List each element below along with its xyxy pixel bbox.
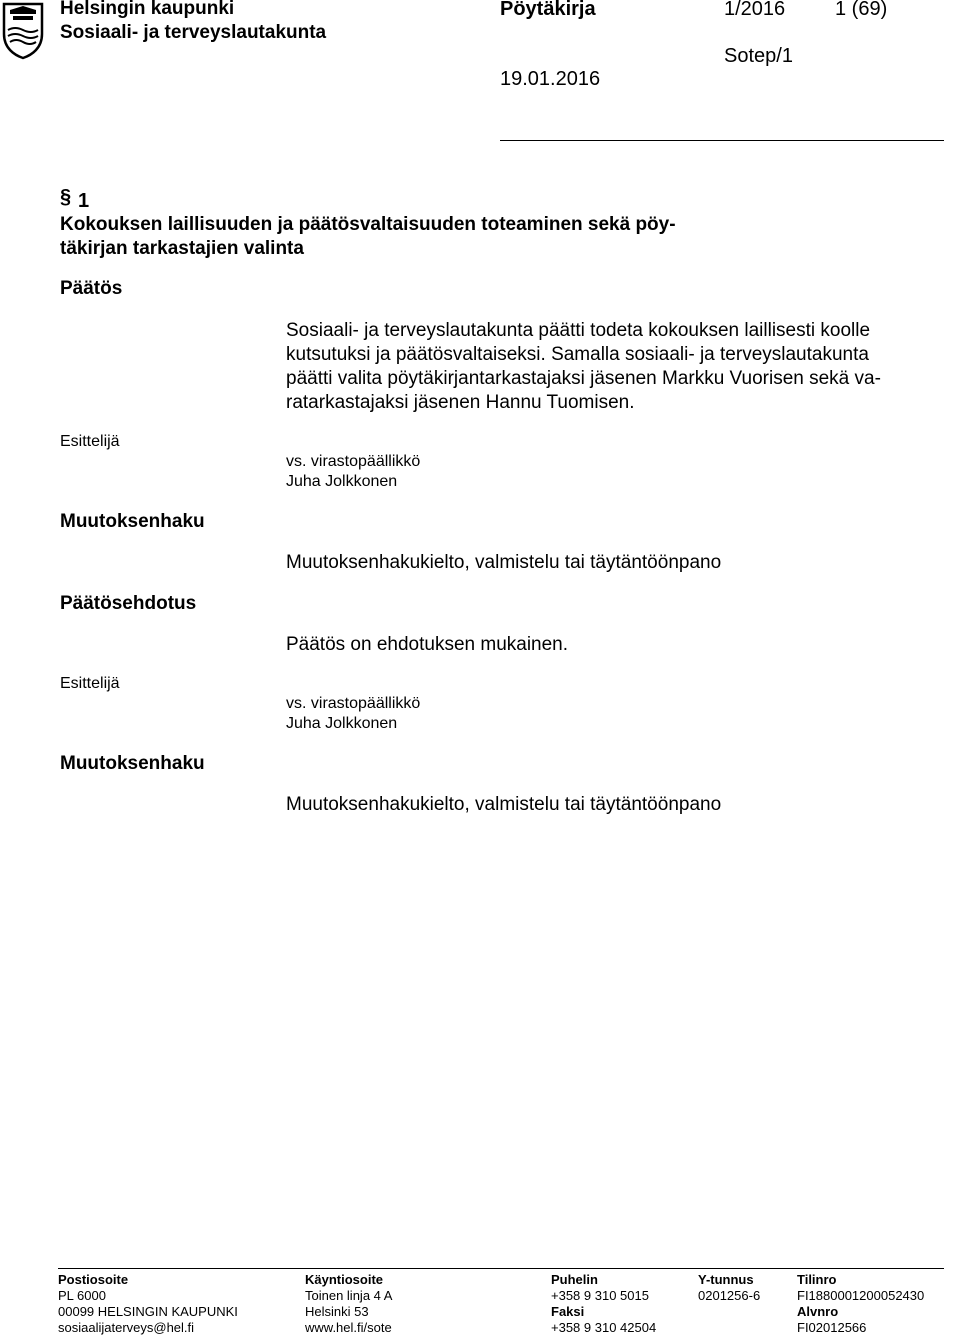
footer-business-id: 0201256-6 — [698, 1288, 761, 1303]
footer-postal-line-1: PL 6000 — [58, 1288, 106, 1303]
section-symbol: § — [60, 186, 72, 208]
proposal-appeal-text: Muutoksenhakukielto, valmistelu tai täytäntöönpano — [286, 794, 722, 815]
decision-heading: Päätös — [60, 278, 123, 299]
decision-text-line-4: ratarkastajaksi jäsenen Hannu Tuomisen. — [286, 392, 635, 413]
section-title-line-1: Kokouksen laillisuuden ja päätösvaltaisuuden toteaminen sekä pöy- — [60, 214, 676, 235]
decision-appeal-label: Muutoksenhaku — [60, 511, 205, 532]
footer-phone: +358 9 310 5015 — [551, 1288, 649, 1303]
board-name: Sosiaali- ja terveyslautakunta — [60, 22, 327, 43]
section-number: 1 — [78, 190, 90, 212]
footer-fax: +358 9 310 42504 — [551, 1320, 657, 1335]
city-crest-logo — [0, 0, 46, 60]
proposal-appeal-label: Muutoksenhaku — [60, 753, 205, 774]
decision-text-line-1: Sosiaali- ja terveyslautakunta päätti todeta kokouksen laillisesti koolle — [286, 320, 871, 341]
decision-presenter-title: vs. virastopäällikkö — [286, 453, 421, 470]
decision-text-line-2: kutsutuksi ja päätösvaltaiseksi. Samalla sosiaali- ja terveyslautakunta — [286, 344, 869, 365]
document-type: Pöytäkirja — [500, 0, 596, 20]
footer-postal-label: Postiosoite — [58, 1272, 129, 1287]
footer-email: sosiaalijaterveys@hel.fi — [58, 1320, 195, 1335]
reference-code: Sotep/1 — [724, 45, 793, 67]
proposal-heading: Päätösehdotus — [60, 593, 197, 614]
footer-vat-label: Alvnro — [797, 1304, 839, 1319]
footer-website: www.hel.fi/sote — [305, 1320, 392, 1335]
footer-visit-line-1: Toinen linja 4 A — [305, 1288, 393, 1303]
decision-presenter-label: Esittelijä — [60, 433, 120, 450]
meeting-number: 1/2016 — [724, 0, 786, 20]
page-number: 1 (69) — [835, 0, 888, 20]
proposal-presenter-label: Esittelijä — [60, 675, 120, 692]
section-title-line-2: täkirjan tarkastajien valinta — [60, 238, 304, 259]
footer-fax-label: Faksi — [551, 1304, 585, 1319]
decision-appeal-text: Muutoksenhakukielto, valmistelu tai täytäntöönpano — [286, 552, 722, 573]
footer-visit-label: Käyntiosoite — [305, 1272, 384, 1287]
footer-visit-line-2: Helsinki 53 — [305, 1304, 369, 1319]
decision-text-line-3: päätti valita pöytäkirjantarkastajaksi jäsenen Markku Vuorisen sekä va- — [286, 368, 881, 389]
header-rule — [500, 140, 944, 141]
footer-postal-line-2: 00099 HELSINGIN KAUPUNKI — [58, 1304, 238, 1319]
footer-phone-label: Puhelin — [551, 1272, 598, 1287]
footer-vat-number: FI02012566 — [797, 1320, 867, 1335]
footer-account-number: FI1880001200052430 — [797, 1288, 925, 1303]
footer-business-id-label: Y-tunnus — [698, 1272, 754, 1287]
footer-account-label: Tilinro — [797, 1272, 837, 1287]
decision-presenter-name: Juha Jolkkonen — [286, 473, 398, 490]
footer-rule — [58, 1268, 944, 1269]
proposal-presenter-title: vs. virastopäällikkö — [286, 695, 421, 712]
organization-name: Helsingin kaupunki — [60, 0, 235, 19]
meeting-date: 19.01.2016 — [500, 68, 601, 90]
proposal-presenter-name: Juha Jolkkonen — [286, 715, 398, 732]
proposal-text: Päätös on ehdotuksen mukainen. — [286, 634, 569, 655]
